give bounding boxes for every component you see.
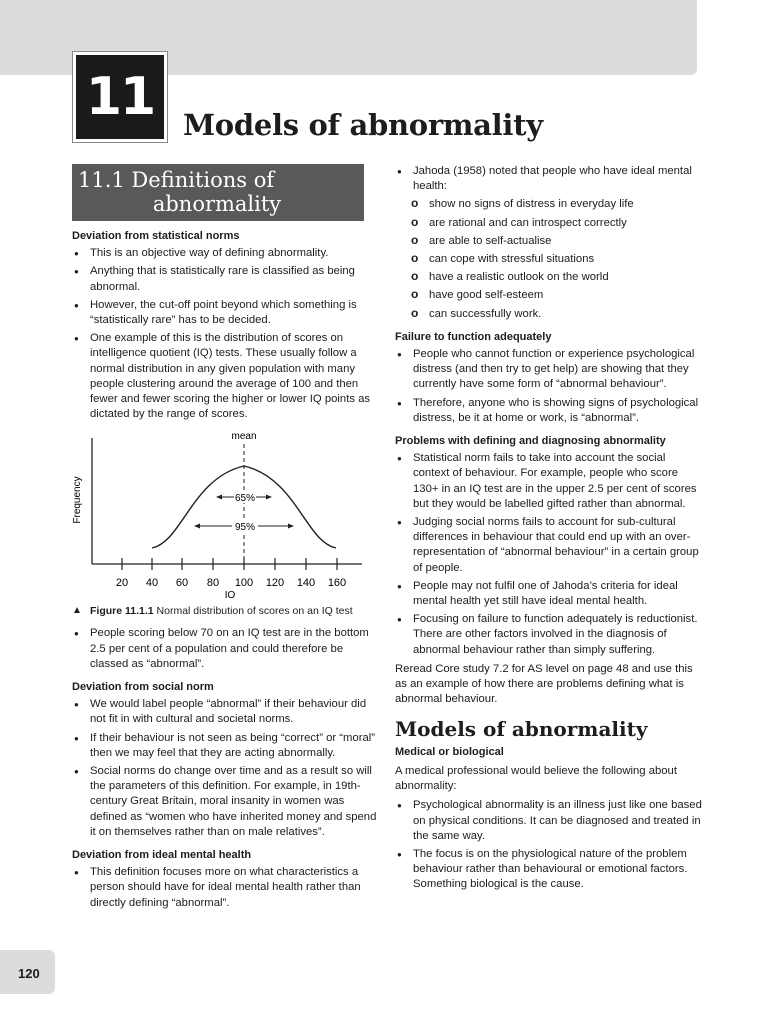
section-title-box [72, 164, 364, 221]
criteria-item: o show no signs of distress in everyday life [395, 197, 703, 212]
bullet-list-ideal [72, 865, 378, 911]
list-item: ● Focusing on failure to function adequately is reductionist. There are other factors involved in the diagnosis of abnormal behaviour rather than simply suffering. [395, 612, 703, 658]
list-item: ● One example of this is the distribution of scores on intelligence quotient (IQ) tests. These usually follow a normal distribution in any given population with many people clustering around the average of 100 and then fewer and fewer scoring the higher or lower IQ points as dictated by the range of scores. [72, 331, 378, 422]
criteria-item: o are able to self-actualise [395, 234, 703, 249]
chapter-title: Models of abnormality [183, 108, 543, 142]
list-item: ● This definition focuses more on what characteristics a person should have for ideal mental health rather than directly defining “abnormal”. [72, 865, 378, 911]
inner-percent-label: 65% [234, 493, 256, 505]
x-tick-label: 20 [115, 577, 129, 590]
subheading-social-norm: Deviation from social norm [72, 681, 214, 694]
x-tick-label: 60 [175, 577, 189, 590]
right-column [395, 164, 703, 896]
bullet-list-statistical [72, 246, 378, 422]
caption-text: Normal distribution of scores on an IQ test [153, 605, 353, 618]
x-tick-label: 40 [145, 577, 159, 590]
criteria-item: o have good self-esteem [395, 288, 703, 303]
arrowhead [266, 495, 272, 500]
list-item: ● Anything that is statistically rare is classified as being abnormal. [72, 264, 378, 294]
outer-percent-label: 95% [234, 522, 256, 534]
list-item: ● This is an objective way of defining abnormality. [72, 246, 378, 261]
criteria-list [395, 197, 703, 321]
subheading-failure-to-function: Failure to function adequately [395, 330, 552, 343]
chapter-number-box: 11 [73, 52, 167, 142]
bullet-list-social [72, 697, 378, 840]
mean-label: mean [231, 431, 257, 443]
left-column [72, 164, 378, 914]
triangle-icon: ▲ [72, 605, 82, 617]
page-number: 120 [18, 966, 40, 981]
caption-figure-number: Figure 11.1.1 [90, 605, 154, 618]
medical-intro: A medical professional would believe the following about abnormality: [395, 764, 677, 793]
x-tick-label: 120 [265, 577, 285, 590]
bullet-list-iq [72, 626, 378, 672]
subheading-medical: Medical or biological [395, 745, 504, 758]
criteria-item: o can successfully work. [395, 307, 703, 322]
section-title-line1: 11.1 Definitions of [78, 168, 275, 192]
arrowhead [194, 524, 200, 529]
list-item: ● People scoring below 70 on an IQ test are in the bottom 2.5 per cent of a population and could therefore be classed as “abnormal”. [72, 626, 378, 672]
models-heading: Models of abnormality [395, 716, 648, 741]
list-item: ● Statistical norm fails to take into account the social context of behaviour. For example, people who score 130+ in an IQ test are in the upper 2.5 per cent of scores but they would be labelled gifted rather than abnormal. [395, 451, 703, 512]
list-item: ● Psychological abnormality is an illness just like one based on physical conditions. It can be diagnosed and treated in the same way. [395, 798, 703, 844]
bullet-list-problems [395, 451, 703, 658]
normal-distribution-figure [72, 428, 372, 598]
bullet-list-jahoda [395, 164, 703, 194]
x-tick-label: 100 [234, 577, 254, 590]
section-title-line2: abnormality [152, 192, 282, 216]
list-item: ● People may not fulfil one of Jahoda’s criteria for ideal mental health yet still have ideal mental health. [395, 579, 703, 609]
x-tick-label: 80 [206, 577, 220, 590]
list-item: ● The focus is on the physiological nature of the problem behaviour rather than behavioural or emotional factors. Something biological is the cause. [395, 847, 703, 893]
y-axis-label: Frequency [72, 476, 83, 525]
list-item: ● If their behaviour is not seen as being “correct” or “moral” then we may feel that they are acting abnormally. [72, 731, 378, 761]
bullet-list-failure [395, 347, 703, 426]
bullet-list-medical [395, 798, 703, 892]
criteria-item: o are rational and can introspect correctly [395, 216, 703, 231]
criteria-item: o have a realistic outlook on the world [395, 270, 703, 285]
x-tick-label: 140 [296, 577, 316, 590]
list-item: ● However, the cut-off point beyond which something is “statistically rare” has to be decided. [72, 298, 378, 328]
criteria-item: o can cope with stressful situations [395, 252, 703, 267]
list-item: ● Therefore, anyone who is showing signs of psychological distress, be it at home or work, is “abnormal”. [395, 396, 703, 426]
list-item: ● People who cannot function or experience psychological distress (and then try to get help) are showing that they currently have some form of “abnormal behaviour”. [395, 347, 703, 393]
subheading-ideal-mental-health: Deviation from ideal mental health [72, 849, 252, 862]
arrowhead [288, 524, 294, 529]
list-item: ● Social norms do change over time and as a result so will the parameters of this definition. For example, in 19th-century Great Britain, moral insanity in women was defined as “women who have inherited money and spend it on themselves rather than on male relatives”. [72, 764, 378, 840]
list-item: ● We would label people “abnormal” if their behaviour did not fit in with cultural and societal norms. [72, 697, 378, 727]
arrowhead [216, 495, 222, 500]
list-item: ● Jahoda (1958) noted that people who have ideal mental health: [395, 164, 703, 194]
normal-distribution-svg [72, 428, 372, 598]
list-item: ● Judging social norms fails to account for sub-cultural differences in behaviour that could end up with an over-representation of “abnormal behaviour” in a certain group of people. [395, 515, 703, 576]
reread-paragraph: Reread Core study 7.2 for AS level on page 48 and use this as an example of how there are problems defining what is abnormal behaviour. [395, 662, 693, 706]
figure-caption [72, 604, 378, 618]
x-axis-label: IQ [224, 590, 236, 599]
subheading-problems: Problems with defining and diagnosing abnormality [395, 435, 666, 448]
x-tick-label: 160 [327, 577, 347, 590]
subheading-statistical-norms: Deviation from statistical norms [72, 230, 240, 242]
